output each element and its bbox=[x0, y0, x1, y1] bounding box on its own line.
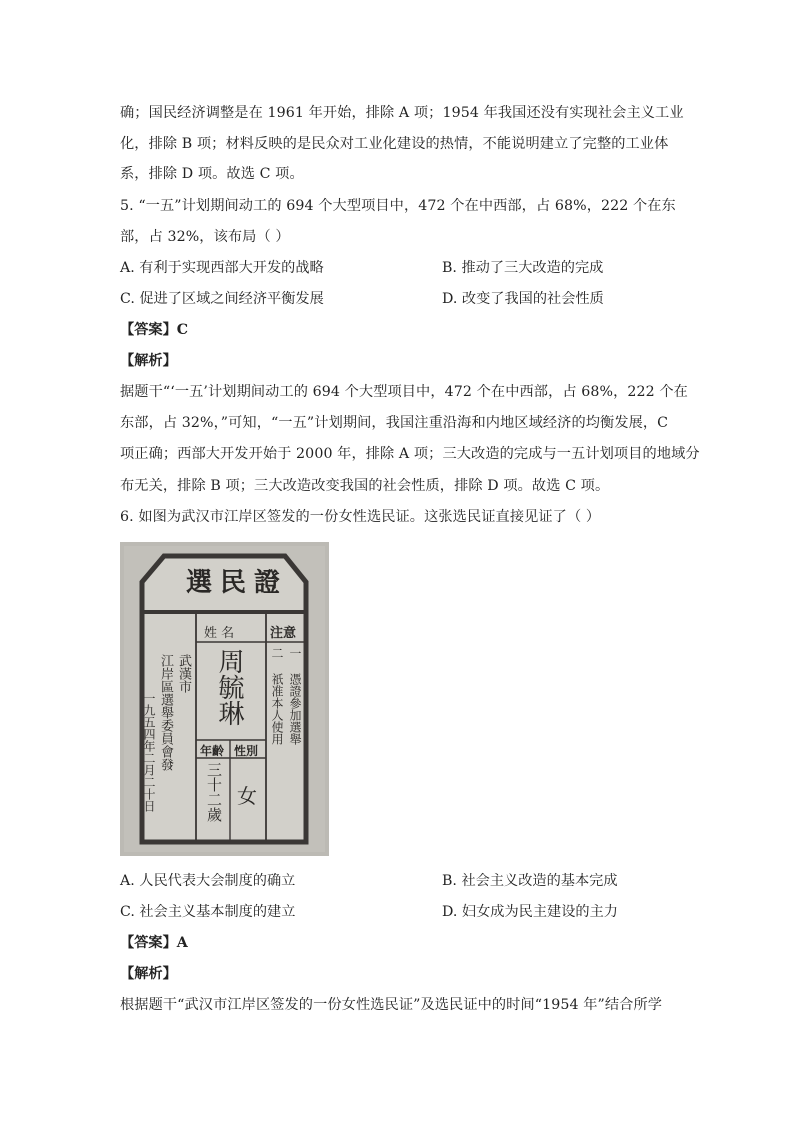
paragraph-line: 系，排除 D 项。故选 C 项。 bbox=[120, 166, 304, 182]
q5-analysis-label: 【解析】 bbox=[120, 353, 177, 369]
question-6-stem: 6. 如图为武汉市江岸区签发的一份女性选民证。这张选民证直接见证了（ ） bbox=[120, 509, 601, 525]
q5-option-a: A. 有利于实现西部大开发的战略 bbox=[120, 260, 324, 276]
certificate-title: 選民證 bbox=[186, 568, 289, 598]
q6-option-d: D. 妇女成为民主建设的主力 bbox=[442, 904, 618, 920]
certificate-date: 一九五四年二月二十日 bbox=[142, 692, 156, 812]
certificate-sex-header: 性別 bbox=[234, 744, 259, 758]
certificate-age-value: 三十二歲 bbox=[205, 762, 223, 822]
q6-option-a: A. 人民代表大会制度的确立 bbox=[120, 873, 296, 889]
q5-analysis-line: 项正确；西部大开发开始于 2000 年，排除 A 项；三大改造的完成与一五计划项目的地域分 bbox=[120, 446, 700, 462]
certificate-issuer-city: 武漢市 bbox=[176, 654, 191, 693]
q6-option-c: C. 社会主义基本制度的建立 bbox=[120, 904, 296, 920]
q5-analysis-line: 据题干“‘一五’计划期间动工的 694 个大型项目中，472 个在中西部，占 68%，222 个在 bbox=[120, 384, 688, 400]
q5-analysis-line: 东部，占 32%，”可知，“一五”计划期间，我国注重沿海和内地区域经济的均衡发展，C bbox=[120, 415, 669, 431]
certificate-issuer-district: 江岸區選舉委員會發 bbox=[158, 654, 173, 771]
paragraph-line: 确；国民经济调整是在 1961 年开始，排除 A 项；1954 年我国还没有实现社会主义工业 bbox=[120, 105, 684, 121]
question-5-stem: 5. “一五”计划期间动工的 694 个大型项目中，472 个在中西部，占 68%，222 个在东 bbox=[120, 198, 676, 214]
q5-answer: 【答案】C bbox=[120, 322, 189, 338]
certificate-name-header: 姓 名 bbox=[204, 626, 235, 641]
certificate-age-header: 年齡 bbox=[200, 744, 225, 758]
q5-analysis-line: 布无关，排除 B 项；三大改造改变我国的社会性质，排除 D 项。故选 C 项。 bbox=[120, 478, 610, 494]
certificate-notes-header: 注意 bbox=[270, 626, 297, 641]
q5-option-d: D. 改变了我国的社会性质 bbox=[442, 291, 604, 307]
question-5-stem: 部，占 32%，该布局（ ） bbox=[120, 229, 290, 245]
q6-answer: 【答案】A bbox=[120, 935, 188, 951]
q6-analysis-line: 根据题干“武汉市江岸区签发的一份女性选民证”及选民证中的时间“1954 年”结合所学 bbox=[120, 997, 663, 1013]
paragraph-line: 化，排除 B 项；材料反映的是民众对工业化建设的热情，不能说明建立了完整的工业体 bbox=[120, 136, 669, 152]
certificate-note-2: 二 祇准本人使用 bbox=[270, 647, 284, 745]
q5-option-b: B. 推动了三大改造的完成 bbox=[442, 260, 604, 276]
q5-option-c: C. 促进了区域之间经济平衡发展 bbox=[120, 291, 324, 307]
certificate-name-value: 周毓琳 bbox=[214, 648, 244, 726]
certificate-sex-value: 女 bbox=[237, 784, 257, 808]
certificate-note-1: 一 憑證參加選舉 bbox=[288, 647, 302, 745]
q6-option-b: B. 社会主义改造的基本完成 bbox=[442, 873, 618, 889]
voter-certificate-photo bbox=[120, 542, 329, 856]
q6-analysis-label: 【解析】 bbox=[120, 966, 177, 982]
